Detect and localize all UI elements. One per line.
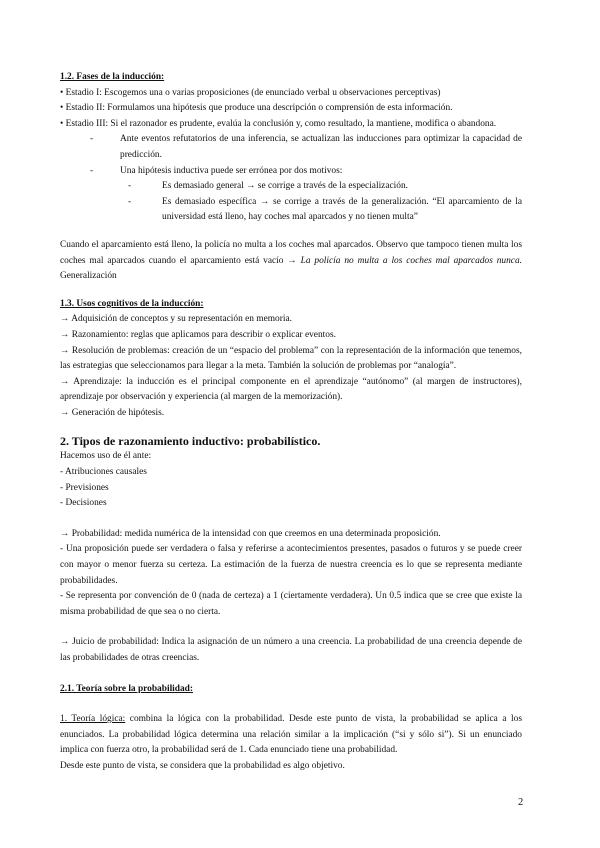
use-hypothesis: → Generación de hipótesis. bbox=[60, 407, 165, 418]
use-learning: → Aprendizaje: la inducción es el principal componente en el aprendizaje “autónomo” (al margen de instructores), aprendizaje por observación y experiencia (al margen de la memorización). bbox=[60, 376, 522, 403]
section-2-heading: 2. Tipos de razonamiento inductivo: probabilístico. bbox=[60, 434, 321, 449]
probability-proposition: - Una proposición puede ser verdadera o falsa y referirse a acontecimientos presentes, pasados o futuros y se puede creer con mayor o menor fuerza su certeza. La estimación de la fuerza de nuestra creencia es lo que se representa mediante probabilidades. bbox=[60, 544, 522, 586]
generalization-example bbox=[60, 238, 522, 285]
logical-theory-text: combina la lógica con la probabilidad. Desde este punto de vista, la probabilidad se aplica a los enunciados. La probabilidad lógica determina una relación similar a la implicación (“si y sólo si”). Si un enunciado implica con fuerza otro, la probabilidad será de 1. Cada enunciado tiene una probabilidad. bbox=[60, 714, 522, 756]
list-item-forecasts: - Previsiones bbox=[60, 482, 109, 493]
probability-definition: → Probabilidad: medida numérica de la intensidad con que creemos en una determinada proposición. bbox=[60, 528, 441, 539]
list-item-decisions: - Decisiones bbox=[60, 498, 107, 509]
use-reasoning: → Razonamiento: reglas que aplicamos para describir o explicar eventos. bbox=[60, 329, 336, 340]
section-2-intro: Hacemos uso de él ante: bbox=[60, 451, 152, 462]
stage-3-sub-item-2: - Una hipótesis inductiva puede ser errónea por dos motivos: bbox=[88, 164, 522, 180]
stage-1-text: • Estadio I: Escogemos una o varias proposiciones (de enunciado verbal u observaciones perceptivas) bbox=[60, 87, 441, 98]
logical-theory-label: 1. Teoría lógica: bbox=[60, 714, 126, 725]
stage-3-sub-item-1: - Ante eventos refutatorios de una inferencia, se actualizan las inducciones para optimizar la capacidad de predicción. bbox=[88, 132, 522, 163]
list-item-causal: - Atribuciones causales bbox=[60, 467, 147, 478]
use-concepts: → Adquisición de conceptos y su representación en memoria. bbox=[60, 314, 292, 325]
section-2-1-heading: 2.1. Teoría sobre la probabilidad: bbox=[60, 683, 194, 694]
stage-2-text: • Estadio II: Formulamos una hipótesis que produce una descripción o comprensión de esta información. bbox=[60, 103, 453, 114]
hypothesis-error-general: - Es demasiado general → se corrige a través de la especialización. bbox=[128, 179, 522, 195]
hypothesis-error-specific: - Es demasiado específica → se corrige a través de la generalización. “El aparcamiento de la universidad está lleno, hay coches mal aparcados y no tienen multa” bbox=[128, 195, 522, 226]
section-1-3-heading: 1.3. Usos cognitivos de la inducción: bbox=[60, 298, 204, 309]
page-number: 2 bbox=[518, 797, 524, 808]
use-problem-solving: → Resolución de problemas: creación de un “espacio del problema” con la representación de la información que tenemos, las estrategias que seleccionamos para llegar a la meta. También la solución de problemas por “analogía”. bbox=[60, 345, 522, 372]
document-page bbox=[60, 70, 522, 775]
logical-theory-paragraph bbox=[60, 712, 522, 759]
stage-3-text: • Estadio III: Si el razonador es prudente, evalúa la conclusión y, como resultado, la mantiene, modifica o abandona. bbox=[60, 118, 497, 129]
example-italic-text: La policía no multa a los coches mal aparcados nunca. bbox=[300, 255, 523, 266]
example-plain-text: Cuando el aparcamiento está lleno, la policía no multa a los coches mal aparcados. Observo que tampoco tienen multa los coches mal aparcados cuando el aparcamiento está vacío → bbox=[60, 239, 522, 266]
example-end-text: Generalización bbox=[60, 271, 117, 282]
probability-convention: - Se representa por convención de 0 (nada de certeza) a 1 (ciertamente verdadera). Un 0.5 indica que se cree que existe la misma probabilidad de que sea o no cierta. bbox=[60, 591, 522, 617]
section-1-2-heading: 1.2. Fases de la inducción: bbox=[60, 72, 165, 82]
probability-judgement: → Juicio de probabilidad: Indica la asignación de un número a una creencia. La probabilidad de una creencia depende de las probabilidades de otras creencias. bbox=[60, 637, 522, 663]
logical-theory-conclusion: Desde este punto de vista, se considera que la probabilidad es algo objetivo. bbox=[60, 760, 345, 771]
